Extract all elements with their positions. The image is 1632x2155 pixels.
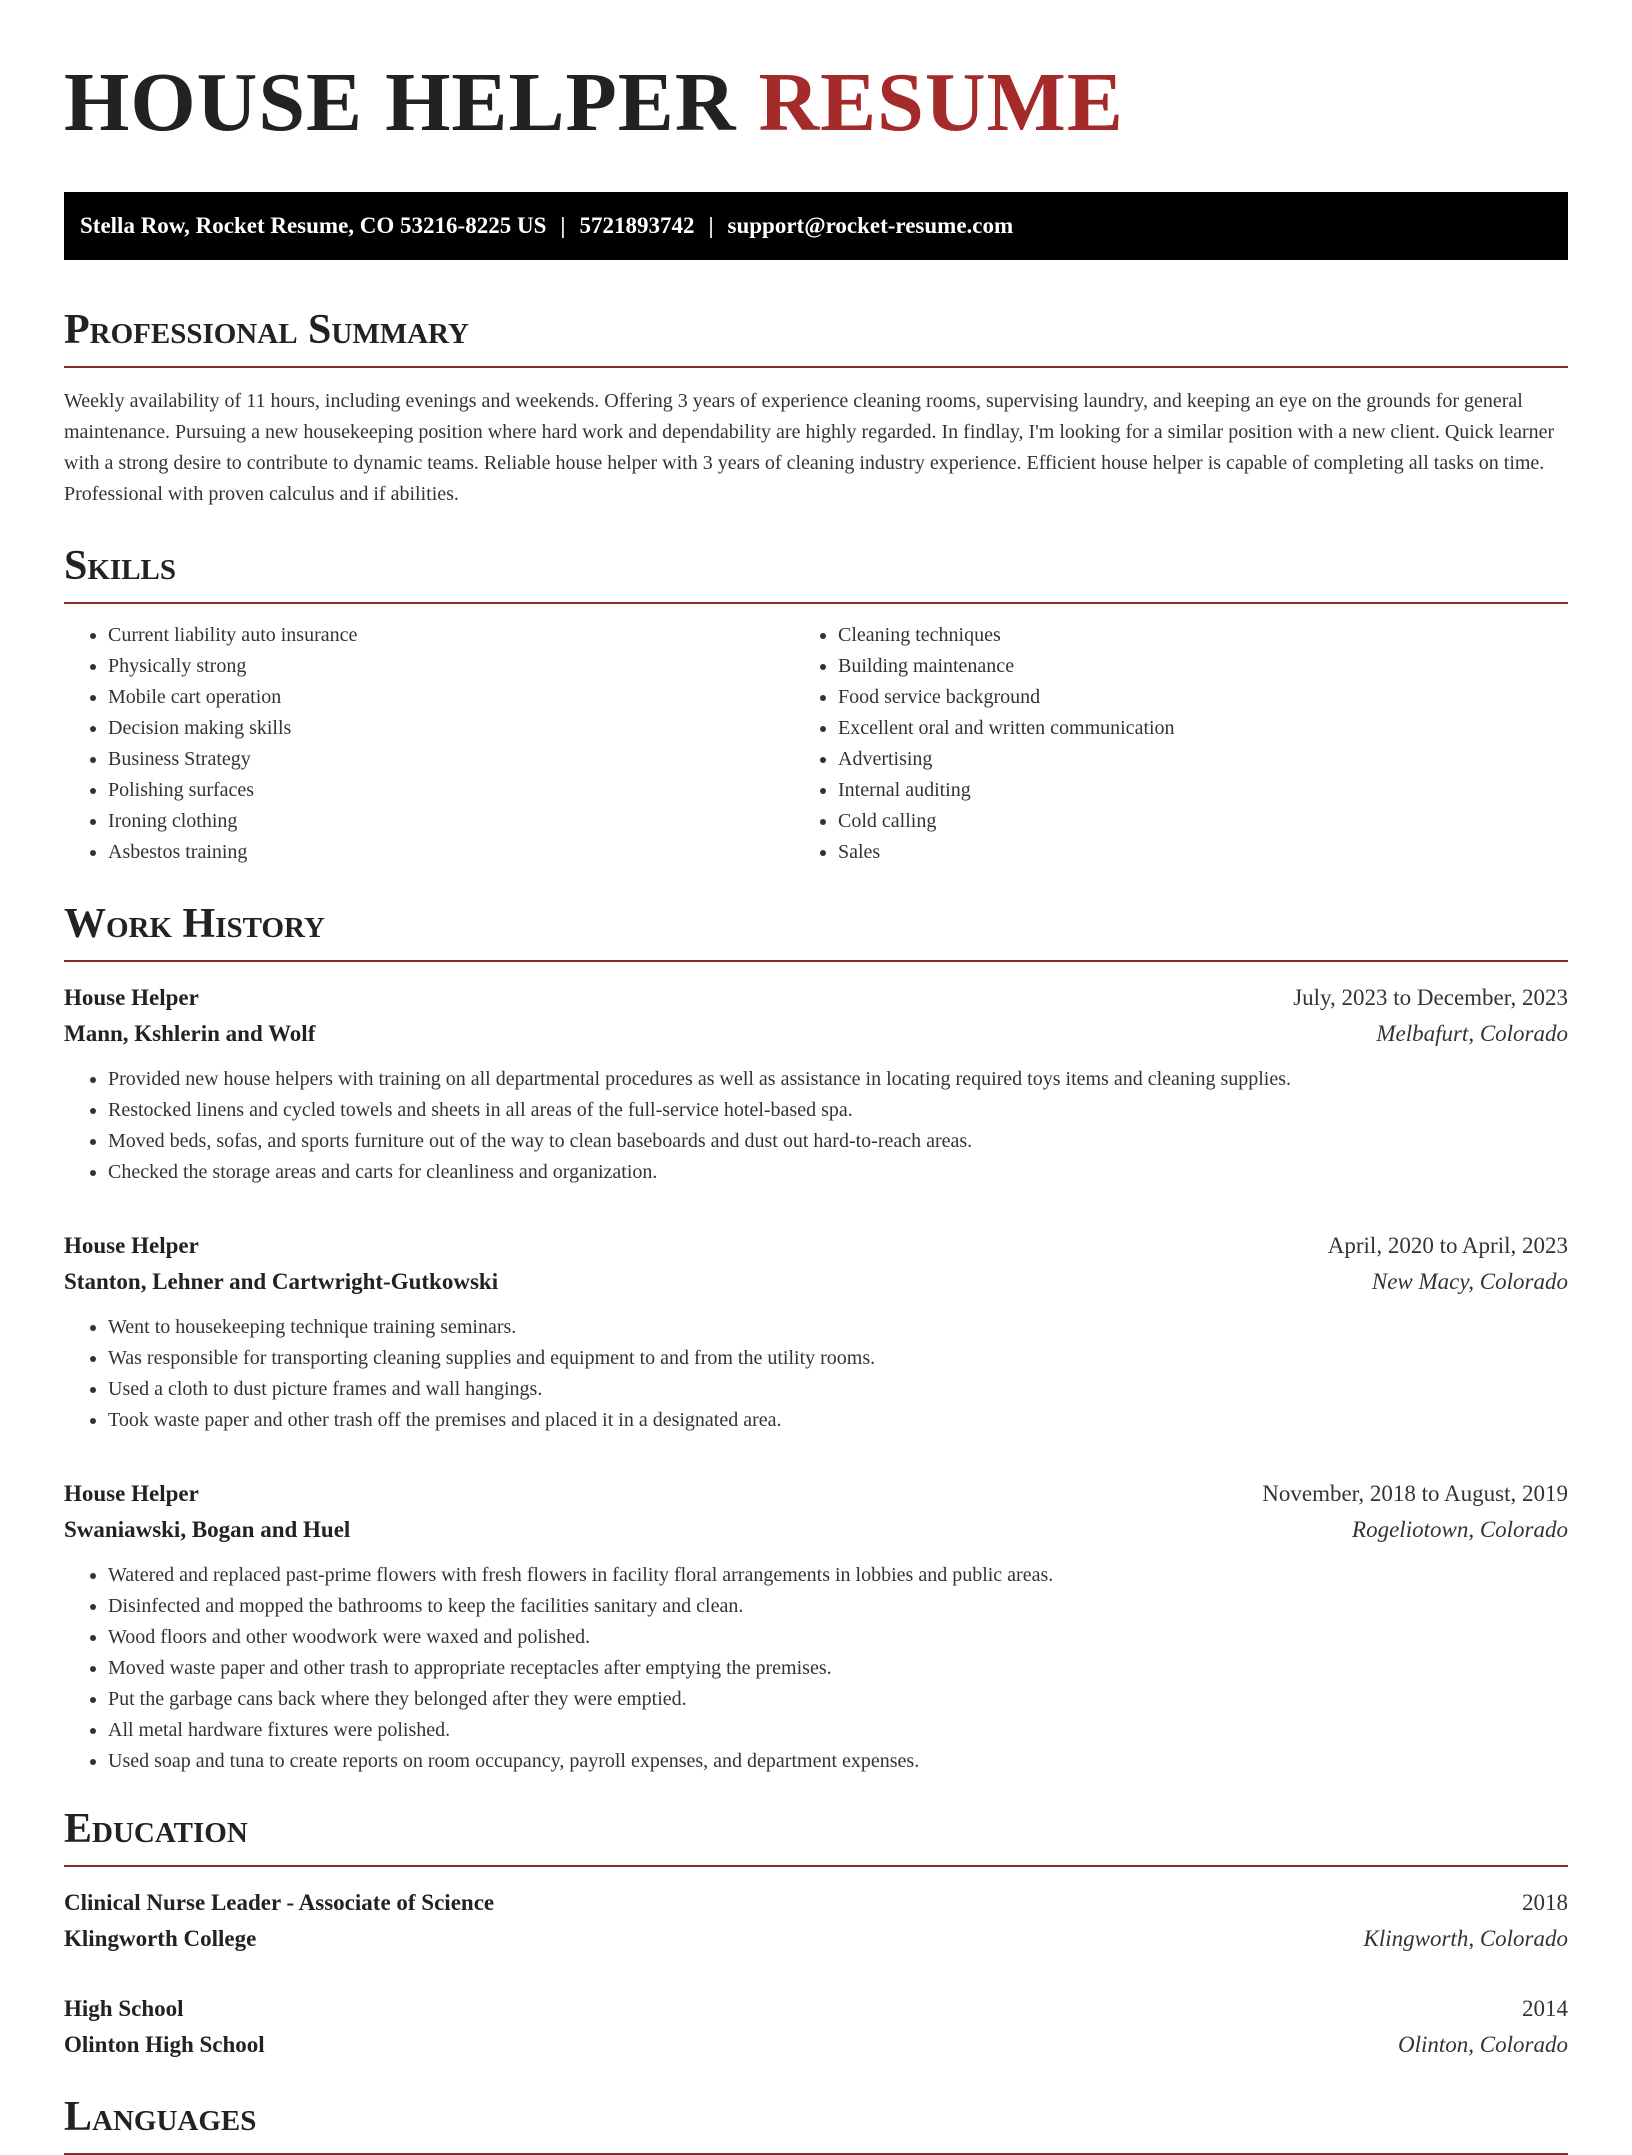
skill-item: • Cold calling bbox=[838, 806, 1568, 837]
job-entry bbox=[64, 1476, 1568, 1777]
contact-separator: | bbox=[560, 213, 566, 238]
job-location: New Macy, Colorado bbox=[1371, 1269, 1568, 1294]
education-entry bbox=[64, 1991, 1568, 2063]
job-duty: • Was responsible for transporting cleaning supplies and equipment to and from the utility rooms. bbox=[108, 1343, 1568, 1374]
job-header-row bbox=[64, 1476, 1568, 1512]
job-duty: • Used soap and tuna to create reports on room occupancy, payroll expenses, and department expenses. bbox=[108, 1746, 1568, 1777]
summary-heading: Professional Summary bbox=[64, 304, 1568, 368]
job-location: Rogeliotown, Colorado bbox=[1352, 1517, 1568, 1542]
education-degree: High School bbox=[64, 1996, 184, 2021]
job-header-row bbox=[64, 1228, 1568, 1264]
contact-email[interactable]: support@rocket-resume.com bbox=[727, 213, 1014, 238]
job-duty: • Wood floors and other woodwork were waxed and polished. bbox=[108, 1622, 1568, 1653]
skill-item: • Business Strategy bbox=[108, 744, 838, 775]
job-title: House Helper bbox=[64, 1481, 199, 1506]
job-duty: • Moved beds, sofas, and sports furniture out of the way to clean baseboards and dust out hard-to-reach areas. bbox=[108, 1126, 1568, 1157]
skills-list bbox=[64, 620, 1568, 868]
skill-item: • Cleaning techniques bbox=[838, 620, 1568, 651]
job-duty: • Provided new house helpers with training on all departmental procedures as well as assistance in locating required toys items and cleaning supplies. bbox=[108, 1064, 1568, 1095]
resume-title bbox=[64, 48, 1568, 158]
job-header-row bbox=[64, 980, 1568, 1016]
contact-phone[interactable]: 5721893742 bbox=[579, 213, 695, 238]
education-school-row bbox=[64, 1921, 1568, 1957]
skill-item: • Current liability auto insurance bbox=[108, 620, 838, 651]
education-year: 2014 bbox=[1522, 1996, 1568, 2021]
job-company-row bbox=[64, 1264, 1568, 1300]
job-duty: • Moved waste paper and other trash to appropriate receptacles after emptying the premises. bbox=[108, 1653, 1568, 1684]
education-location: Klingworth, Colorado bbox=[1363, 1926, 1568, 1951]
job-duties bbox=[64, 1064, 1568, 1188]
job-entry bbox=[64, 1228, 1568, 1436]
job-company: Swaniawski, Bogan and Huel bbox=[64, 1517, 351, 1542]
job-duty: • All metal hardware fixtures were polished. bbox=[108, 1715, 1568, 1746]
skills-column-right bbox=[838, 620, 1568, 868]
contact-address: Stella Row, Rocket Resume, CO 53216-8225 US bbox=[80, 213, 547, 238]
skill-item: • Ironing clothing bbox=[108, 806, 838, 837]
job-company-row bbox=[64, 1016, 1568, 1052]
job-dates: April, 2020 to April, 2023 bbox=[1327, 1233, 1568, 1258]
work-history-heading: Work History bbox=[64, 898, 1568, 962]
job-company: Mann, Kshlerin and Wolf bbox=[64, 1021, 316, 1046]
skill-item: • Excellent oral and written communication bbox=[838, 713, 1568, 744]
skill-item: • Sales bbox=[838, 837, 1568, 868]
job-location: Melbafurt, Colorado bbox=[1376, 1021, 1568, 1046]
job-dates: November, 2018 to August, 2019 bbox=[1262, 1481, 1568, 1506]
job-title: House Helper bbox=[64, 1233, 199, 1258]
job-dates: July, 2023 to December, 2023 bbox=[1293, 985, 1568, 1010]
skill-item: • Advertising bbox=[838, 744, 1568, 775]
title-accent: RESUME bbox=[758, 56, 1124, 149]
job-duty: • Restocked linens and cycled towels and sheets in all areas of the full-service hotel-based spa. bbox=[108, 1095, 1568, 1126]
job-duty: • Took waste paper and other trash off the premises and placed it in a designated area. bbox=[108, 1405, 1568, 1436]
job-duty: • Watered and replaced past-prime flowers with fresh flowers in facility floral arrangements in lobbies and public areas. bbox=[108, 1560, 1568, 1591]
education-school-row bbox=[64, 2027, 1568, 2063]
education-degree: Clinical Nurse Leader - Associate of Science bbox=[64, 1890, 495, 1915]
contact-bar bbox=[64, 192, 1568, 260]
skill-item: • Food service background bbox=[838, 682, 1568, 713]
skill-item: • Building maintenance bbox=[838, 651, 1568, 682]
skills-heading: Skills bbox=[64, 540, 1568, 604]
skill-item: • Decision making skills bbox=[108, 713, 838, 744]
job-duties bbox=[64, 1312, 1568, 1436]
job-duty: • Checked the storage areas and carts for cleanliness and organization. bbox=[108, 1157, 1568, 1188]
skill-item: • Internal auditing bbox=[838, 775, 1568, 806]
education-school: Klingworth College bbox=[64, 1926, 257, 1951]
title-main: HOUSE HELPER bbox=[64, 56, 737, 149]
skill-item: • Asbestos training bbox=[108, 837, 838, 868]
education-heading: Education bbox=[64, 1803, 1568, 1867]
education-year: 2018 bbox=[1522, 1890, 1568, 1915]
skill-item: • Physically strong bbox=[108, 651, 838, 682]
job-entry bbox=[64, 980, 1568, 1188]
education-entry bbox=[64, 1885, 1568, 1957]
job-duty: • Went to housekeeping technique training seminars. bbox=[108, 1312, 1568, 1343]
job-company-row bbox=[64, 1512, 1568, 1548]
job-duty: • Disinfected and mopped the bathrooms to keep the facilities sanitary and clean. bbox=[108, 1591, 1568, 1622]
education-school: Olinton High School bbox=[64, 2032, 265, 2057]
education-header-row bbox=[64, 1885, 1568, 1921]
skills-column-left bbox=[64, 620, 838, 868]
skill-item: • Polishing surfaces bbox=[108, 775, 838, 806]
job-title: House Helper bbox=[64, 985, 199, 1010]
job-duty: • Put the garbage cans back where they belonged after they were emptied. bbox=[108, 1684, 1568, 1715]
contact-separator: | bbox=[708, 213, 714, 238]
education-location: Olinton, Colorado bbox=[1398, 2032, 1568, 2057]
skill-item: • Mobile cart operation bbox=[108, 682, 838, 713]
languages-heading: Languages bbox=[64, 2091, 1568, 2155]
education-header-row bbox=[64, 1991, 1568, 2027]
job-company: Stanton, Lehner and Cartwright-Gutkowski bbox=[64, 1269, 499, 1294]
job-duty: • Used a cloth to dust picture frames and wall hangings. bbox=[108, 1374, 1568, 1405]
job-duties bbox=[64, 1560, 1568, 1777]
summary-text: Weekly availability of 11 hours, including evenings and weekends. Offering 3 years of experience cleaning rooms, supervising laundry, and keeping an eye on the grounds for general maintenance. Pursuing a new housekeeping position where hard work and dependability are highly regarded. In findlay, I'm looking for a similar position with a new client. Quick learner with a strong desire to contribute to dynamic teams. Reliable house helper with 3 years of cleaning industry experience. Efficient house helper is capable of completing all tasks on time. Professional with proven calculus and if abilities. bbox=[64, 390, 1555, 505]
